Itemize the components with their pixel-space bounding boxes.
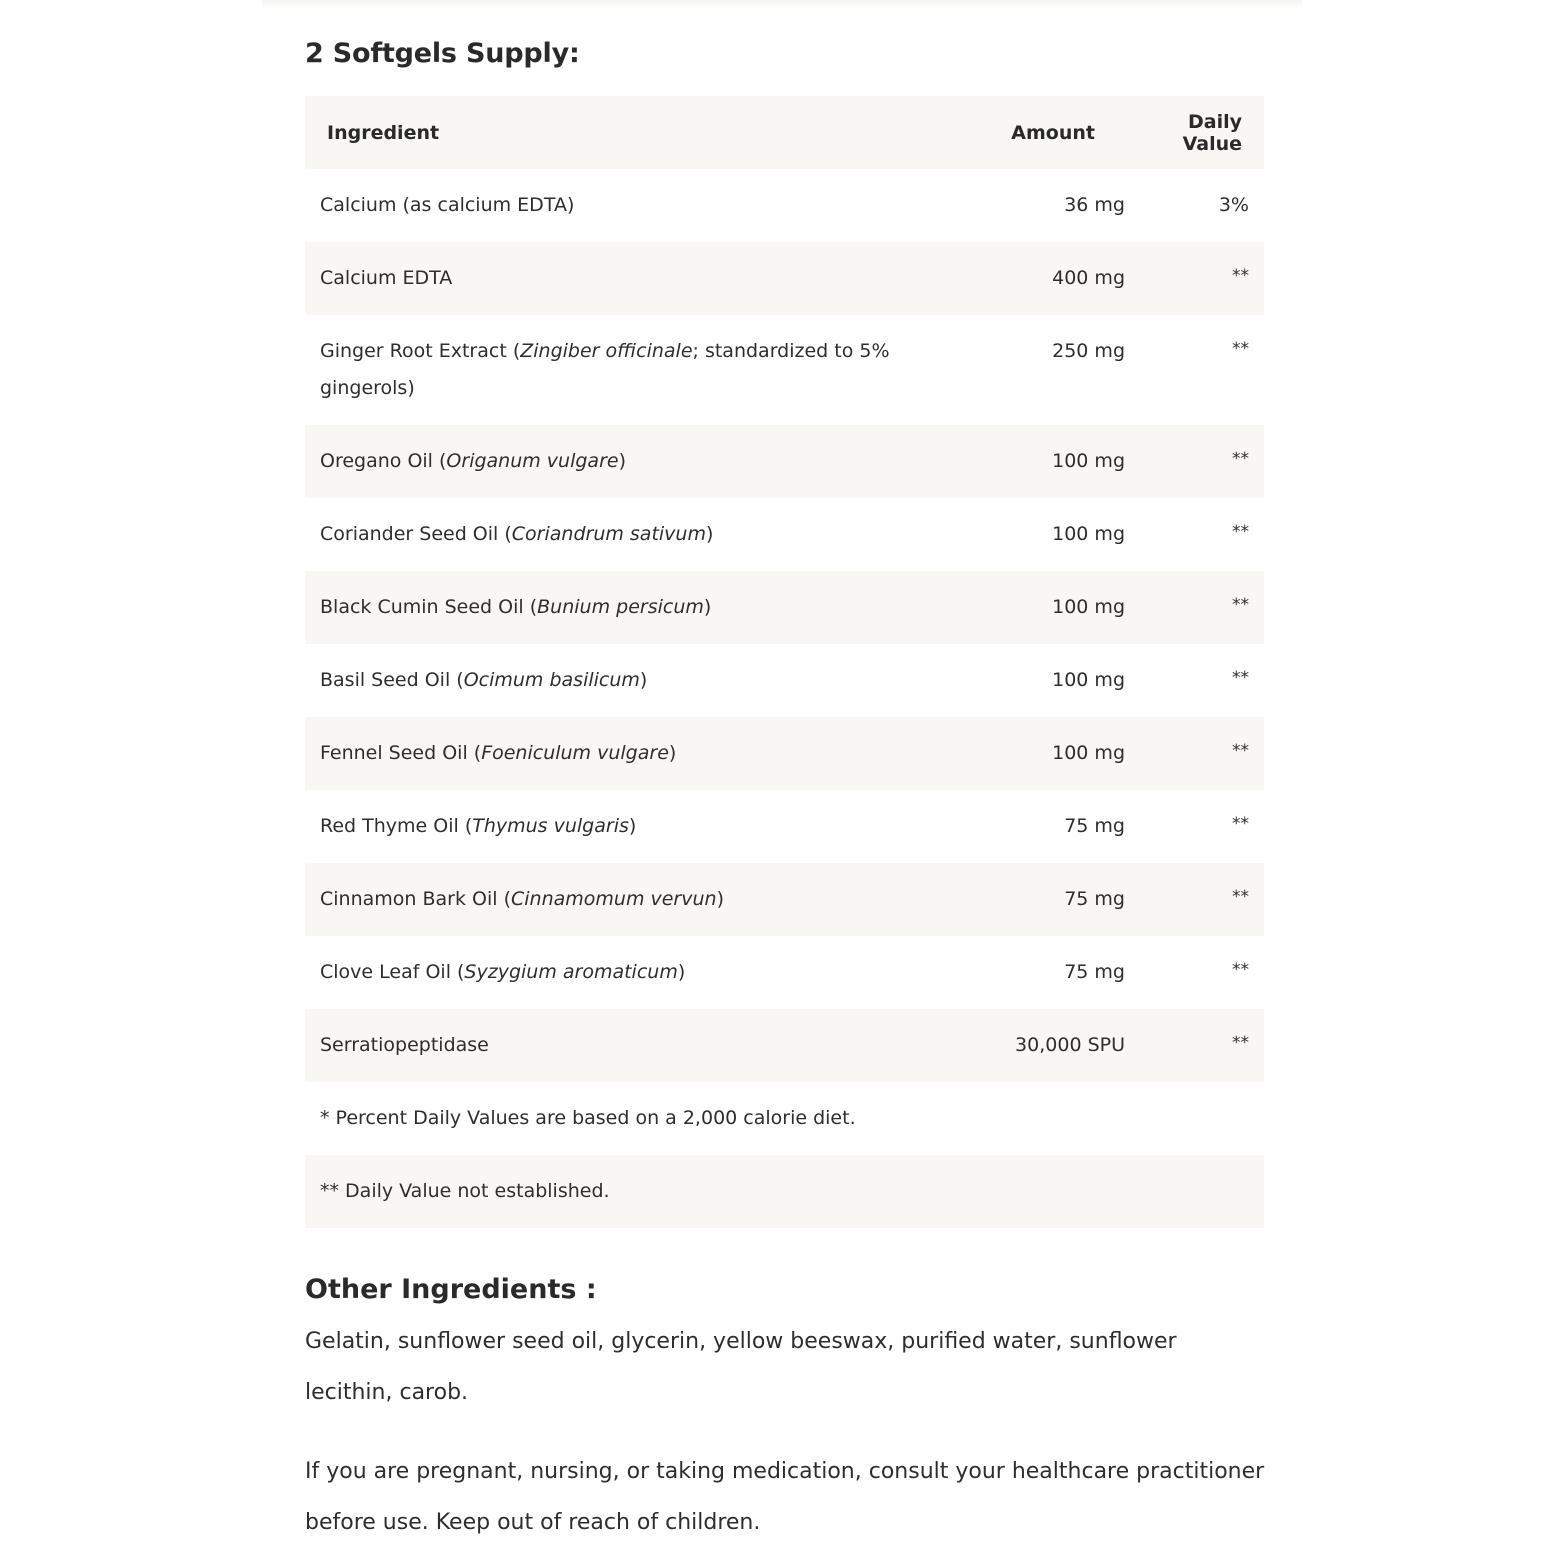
warning-text: If you are pregnant, nursing, or taking medication, consult your healthcare practitioner before use. Keep out of reach of children. [305,1459,1265,1535]
table-row [305,315,1264,425]
table-row [305,790,1264,863]
ingredient-name [305,425,955,498]
not-established-marker: ** [1232,887,1249,907]
ingredient-amount: 250 mg [1052,340,1125,362]
table-row [305,498,1264,571]
ingredient-daily-value [1125,425,1264,498]
ingredient-daily-value [1125,936,1264,1009]
ingredient-common-name: Red Thyme Oil ( [320,815,473,837]
ingredient-daily-value [1125,242,1264,315]
ingredient-common-name: Coriander Seed Oil ( [320,523,512,545]
ingredient-daily-value [1125,498,1264,571]
ingredient-daily-value [1125,571,1264,644]
supplement-facts-table [305,96,1264,1228]
table-row [305,425,1264,498]
ingredient-name-suffix: ) [677,961,686,983]
ingredient-name-suffix: ) [668,742,677,764]
ingredient-amount: 30,000 SPU [955,1009,1125,1082]
ingredient-name-suffix: ; standardized to 5% gingerols) [320,340,890,399]
ingredient-name-suffix: ) [639,669,648,691]
ingredient-common-name: Fennel Seed Oil ( [320,742,482,764]
ingredient-daily-value [1125,315,1264,425]
ingredient-scientific-name: Bunium persicum [537,596,704,618]
ingredient-scientific-name: Foeniculum vulgare [481,742,669,764]
footnote-row [305,1082,1264,1155]
ingredient-amount: 75 mg [1064,815,1125,837]
table-row [305,936,1264,1009]
ingredient-name [305,644,955,717]
ingredient-name-suffix: ) [705,523,714,545]
ingredient-daily-value [1125,644,1264,717]
amount-header: Amount [955,96,1125,169]
ingredient-daily-value: 3% [1218,194,1249,216]
not-established-marker: ** [1232,449,1249,469]
table-row [305,717,1264,790]
ingredient-name-suffix: ) [703,596,712,618]
table-row [305,571,1264,644]
ingredient-amount: 100 mg [955,571,1125,644]
not-established-marker: ** [1232,741,1249,761]
ingredient-amount: 36 mg [1064,194,1125,216]
table-row [305,863,1264,936]
footnote-row [305,1155,1264,1228]
not-established-footnote: ** Daily Value not established. [305,1155,1264,1228]
ingredient-name: Calcium (as calcium EDTA) [320,194,575,216]
ingredient-name-suffix: ) [628,815,637,837]
not-established-marker: ** [1232,595,1249,615]
ingredient-name: Calcium EDTA [305,242,955,315]
ingredient-name [305,315,955,425]
table-row [305,1009,1264,1082]
not-established-marker: ** [1232,339,1249,359]
ingredient-name [305,863,955,936]
ingredient-name [305,571,955,644]
supply-title: 2 Softgels Supply: [305,38,580,69]
ingredient-name [305,498,955,571]
not-established-marker: ** [1232,814,1249,834]
ingredient-common-name: Basil Seed Oil ( [320,669,464,691]
ingredient-scientific-name: Zingiber officinale [520,340,693,362]
ingredient-common-name: Black Cumin Seed Oil ( [320,596,538,618]
ingredient-amount: 100 mg [955,717,1125,790]
ingredient-daily-value [1125,1009,1264,1082]
other-ingredients-title: Other Ingredients : [305,1274,597,1305]
not-established-marker: ** [1232,522,1249,542]
ingredient-scientific-name: Syzygium aromaticum [464,961,678,983]
ingredient-amount: 400 mg [955,242,1125,315]
ingredient-scientific-name: Cinnamomum vervun [510,888,717,910]
ingredient-name-suffix: ) [618,450,626,472]
ingredient-daily-value [1125,790,1264,863]
ingredient-name [305,936,955,1009]
ingredient-scientific-name: Coriandrum sativum [511,523,706,545]
ingredient-common-name: Ginger Root Extract ( [320,340,521,362]
ingredient-scientific-name: Origanum vulgare [446,450,619,472]
other-ingredients-text: Gelatin, sunflower seed oil, glycerin, yellow beeswax, purified water, sunflower lecithin, carob. [305,1329,1177,1405]
daily-value-footnote: * Percent Daily Values are based on a 2,000 calorie diet. [320,1107,856,1129]
table-row [305,242,1264,315]
ingredient-name-suffix: ) [716,888,724,910]
ingredient-common-name: Cinnamon Bark Oil ( [320,888,511,910]
ingredient-name [305,717,955,790]
ingredient-amount: 100 mg [955,425,1125,498]
ingredient-common-name: Oregano Oil ( [320,450,447,472]
daily-value-header: Daily Value [1125,96,1264,169]
ingredient-amount: 75 mg [1064,961,1125,983]
ingredient-daily-value [1125,717,1264,790]
top-card-edge [262,0,1302,10]
ingredient-scientific-name: Ocimum basilicum [463,669,640,691]
ingredient-header: Ingredient [305,96,955,169]
table-row [305,169,1264,242]
not-established-marker: ** [1232,1033,1249,1053]
ingredient-name [305,790,955,863]
not-established-marker: ** [1232,266,1249,286]
ingredient-scientific-name: Thymus vulgaris [472,815,629,837]
ingredient-amount: 100 mg [1052,669,1125,691]
ingredient-common-name: Clove Leaf Oil ( [320,961,465,983]
not-established-marker: ** [1232,960,1249,980]
not-established-marker: ** [1232,668,1249,688]
ingredient-daily-value [1125,863,1264,936]
ingredient-amount: 75 mg [955,863,1125,936]
ingredient-name: Serratiopeptidase [305,1009,955,1082]
ingredient-amount: 100 mg [1052,523,1125,545]
table-row [305,644,1264,717]
table-header-row [305,96,1264,169]
